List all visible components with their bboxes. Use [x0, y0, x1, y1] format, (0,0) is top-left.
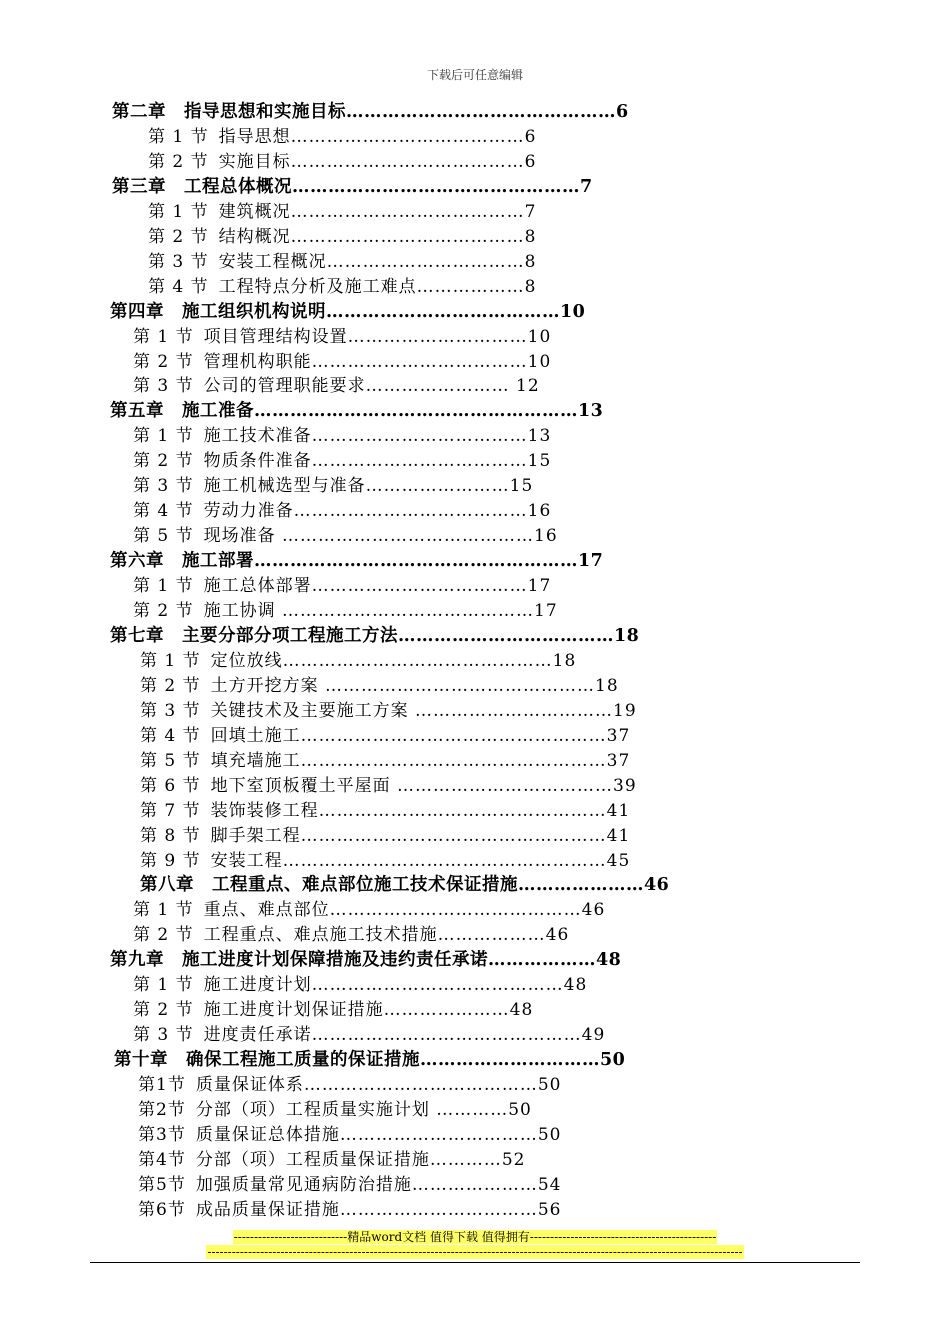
toc-num: 第 1 节 — [133, 576, 194, 597]
toc-num: 第 1 节 — [148, 201, 209, 222]
toc-section-row — [133, 325, 551, 349]
toc-section-row — [140, 799, 630, 823]
toc-num: 第 1 节 — [133, 900, 194, 921]
toc-title: 施工协调 — [203, 601, 276, 621]
toc-leader: …………………54 — [411, 1174, 562, 1195]
toc-num: 第 2 节 — [133, 1000, 194, 1021]
toc-leader: …………………………………8 — [290, 226, 537, 247]
toc-section-row — [133, 973, 587, 997]
toc-title: 工程重点、难点施工技术措施 — [203, 925, 438, 946]
toc-title: 分部（项）工程质量保证措施 — [195, 1149, 430, 1170]
toc-num: 第六章 — [110, 551, 164, 572]
toc-section-row — [140, 824, 630, 848]
toc-section-row — [133, 574, 551, 598]
toc-num: 第 1 节 — [140, 650, 201, 671]
toc-section-row — [140, 749, 630, 773]
toc-title: 安装工程概况 — [218, 251, 327, 272]
toc-num: 第4节 — [138, 1149, 186, 1170]
toc-title: 管理机构职能 — [203, 351, 312, 372]
toc-title: 公司的管理职能要求 — [203, 376, 366, 397]
toc-title: 地下室顶板覆土平屋面 — [210, 775, 391, 796]
toc-leader: ……………………………50 — [339, 1124, 562, 1145]
toc-title: 质量保证体系 — [195, 1075, 304, 1096]
toc-leader: ………………………………………6 — [346, 102, 629, 122]
toc-num: 第 2 节 — [133, 601, 194, 621]
toc-section-row — [138, 1173, 561, 1197]
toc-section-row — [133, 474, 533, 498]
toc-num: 第 3 节 — [140, 700, 201, 721]
toc-section-row — [148, 125, 536, 149]
toc-title: 分部（项）工程质量实施计划 — [195, 1100, 430, 1120]
toc-title: 施工进度计划保障措施及违约责任承诺 — [182, 950, 488, 971]
toc-num: 第 3 节 — [133, 1025, 194, 1046]
toc-section-row — [138, 1123, 561, 1147]
footer-dashes: ------------------------------------------------------------------------------------------------------------------------------------ — [207, 1245, 743, 1259]
toc-num: 第 5 节 — [140, 750, 201, 771]
toc-section-row — [148, 150, 536, 174]
toc-title: 主要分部分项工程施工方法 — [182, 625, 398, 646]
toc-section-row — [138, 1073, 561, 1097]
toc-title: 填充墙施工 — [210, 750, 301, 771]
toc-leader: ……………………………………………37 — [300, 725, 631, 746]
toc-leader: ………………………………………………13 — [254, 401, 604, 422]
toc-num: 第二章 — [112, 102, 166, 122]
toc-leader: ………………………………39 — [390, 775, 637, 796]
toc-leader: ………………………………13 — [311, 426, 552, 447]
toc-num: 第 4 节 — [140, 725, 201, 746]
toc-title: 成品质量保证措施 — [195, 1199, 340, 1220]
toc-leader: …………………………50 — [420, 1050, 626, 1071]
toc-section-row — [133, 424, 551, 448]
toc-leader: …………………………………6 — [290, 151, 537, 172]
toc-section-row — [138, 1148, 525, 1172]
toc-section-row — [148, 275, 536, 299]
toc-leader: …………………………………6 — [290, 126, 537, 147]
toc-section-row — [138, 1098, 532, 1122]
toc-title: 施工部署 — [182, 551, 254, 572]
toc-leader: ……………………………………………41 — [300, 825, 631, 846]
toc-num: 第 1 节 — [133, 326, 194, 347]
toc-title: 建筑概况 — [218, 201, 291, 222]
toc-leader: ……………………………………48 — [311, 975, 588, 996]
toc-section-row — [140, 699, 637, 723]
toc-leader: ……………………………………16 — [275, 526, 558, 547]
toc-section-row — [148, 200, 536, 224]
toc-leader: …………………………………16 — [293, 501, 552, 522]
toc-title: 装饰装修工程 — [210, 800, 319, 821]
toc-num: 第 8 节 — [140, 825, 201, 846]
toc-title: 脚手架工程 — [210, 825, 301, 846]
toc-num: 第五章 — [110, 401, 164, 422]
toc-leader: …………………………………10 — [326, 301, 586, 322]
toc-num: 第 3 节 — [133, 376, 194, 397]
toc-leader: ………………46 — [437, 925, 570, 946]
toc-section-row — [133, 998, 533, 1022]
toc-num: 第5节 — [138, 1174, 186, 1195]
toc-title: 物质条件准备 — [203, 451, 312, 472]
toc-leader: ………………………………………………45 — [282, 850, 631, 871]
toc-num: 第 2 节 — [133, 451, 194, 472]
toc-title: 劳动力准备 — [203, 501, 294, 522]
toc-section-row — [140, 674, 619, 698]
toc-leader: ………………8 — [416, 276, 537, 297]
toc-num: 第6节 — [138, 1199, 186, 1220]
toc-leader: ………………………………………………17 — [254, 551, 604, 572]
toc-num: 第 2 节 — [133, 351, 194, 372]
toc-title: 关键技术及主要施工方案 — [210, 700, 409, 721]
toc-section-row — [133, 923, 569, 947]
toc-num: 第 2 节 — [140, 675, 201, 696]
toc-leader: …………………46 — [518, 875, 670, 896]
toc-num: 第 7 节 — [140, 800, 201, 821]
header-note: 下载后可任意编辑 — [426, 68, 523, 82]
toc-title: 施工技术准备 — [203, 426, 312, 447]
toc-title: 土方开挖方案 — [210, 675, 319, 696]
toc-title: 工程总体概况 — [184, 176, 292, 197]
toc-num: 第 2 节 — [148, 226, 209, 247]
toc-leader: ………………………………10 — [311, 351, 552, 372]
footer-line-2 — [0, 1245, 950, 1259]
toc-num: 第 1 节 — [133, 975, 194, 996]
toc-leader: …………………………………50 — [303, 1075, 562, 1096]
toc-title: 施工总体部署 — [203, 576, 312, 597]
toc-section-row — [133, 599, 558, 623]
toc-section-row — [140, 649, 576, 673]
toc-chapter-row — [112, 175, 593, 199]
toc-leader: …………………………………7 — [290, 201, 537, 222]
toc-num: 第 6 节 — [140, 775, 201, 796]
toc-chapter-row — [110, 624, 639, 648]
toc-num: 第十章 — [114, 1050, 168, 1071]
toc-title: 实施目标 — [218, 151, 291, 172]
toc-leader: …………………… 12 — [365, 376, 540, 397]
toc-chapter-row — [112, 100, 629, 124]
toc-leader: …………………………………………7 — [292, 176, 593, 197]
toc-leader: ……………………………19 — [408, 700, 637, 721]
toc-leader: …………50 — [429, 1100, 532, 1120]
toc-num: 第九章 — [110, 950, 164, 971]
toc-num: 第 1 节 — [133, 426, 194, 447]
toc-section-row — [148, 250, 536, 274]
toc-title: 现场准备 — [203, 526, 276, 547]
toc-num: 第 3 节 — [148, 251, 209, 272]
toc-section-row — [133, 898, 605, 922]
toc-section-row — [133, 499, 551, 523]
toc-title: 施工准备 — [182, 401, 254, 422]
toc-title: 进度责任承诺 — [203, 1025, 312, 1046]
footer-text: ----------------------------精品word文档 值得下载 值得拥有---------------------------------------------- — [233, 1230, 717, 1244]
toc-leader: ………………………………………18 — [318, 675, 619, 696]
toc-leader: ………………………………………49 — [311, 1025, 606, 1046]
toc-section-row — [138, 1198, 561, 1222]
toc-title: 施工进度计划保证措施 — [203, 1000, 384, 1021]
toc-leader: ………………………………17 — [311, 576, 552, 597]
toc-num: 第3节 — [138, 1124, 186, 1145]
toc-num: 第 2 节 — [133, 925, 194, 946]
toc-num: 第 3 节 — [133, 476, 194, 497]
toc-num: 第 4 节 — [148, 276, 209, 297]
toc-title: 质量保证总体措施 — [195, 1124, 340, 1145]
toc-num: 第七章 — [110, 625, 164, 646]
toc-title: 确保工程施工质量的保证措施 — [186, 1050, 420, 1071]
toc-title: 定位放线 — [210, 650, 283, 671]
toc-section-row — [148, 225, 536, 249]
toc-num: 第 4 节 — [133, 501, 194, 522]
toc-leader: ……………………………56 — [339, 1199, 562, 1220]
toc-num: 第 5 节 — [133, 526, 194, 547]
toc-title: 结构概况 — [218, 226, 291, 247]
toc-chapter-row — [114, 1048, 625, 1072]
toc-leader: ……………………………………46 — [329, 900, 606, 921]
toc-section-row — [140, 724, 630, 748]
toc-leader: ………………………………18 — [398, 625, 640, 646]
toc-leader: ………………48 — [488, 950, 622, 971]
toc-leader: ……………………………………17 — [275, 601, 558, 621]
toc-title: 工程重点、难点部位施工技术保证措施 — [212, 875, 518, 896]
toc-num: 第八章 — [140, 875, 194, 896]
toc-section-row — [140, 849, 630, 873]
toc-chapter-row — [110, 399, 603, 423]
toc-section-row — [133, 449, 551, 473]
toc-section-row — [133, 1023, 605, 1047]
toc-leader: ……………………………………………37 — [300, 750, 631, 771]
toc-title: 指导思想和实施目标 — [184, 102, 346, 122]
toc-leader: …………………………10 — [347, 326, 552, 347]
toc-leader: …………52 — [429, 1149, 526, 1170]
toc-num: 第 1 节 — [148, 126, 209, 147]
toc-leader: ……………………15 — [365, 476, 534, 497]
toc-chapter-row — [110, 948, 621, 972]
toc-leader: ………………………………………18 — [282, 650, 577, 671]
toc-title: 重点、难点部位 — [203, 900, 330, 921]
toc-section-row — [133, 374, 540, 398]
footer-rule — [90, 1262, 860, 1263]
toc-leader: ………………………………15 — [311, 451, 552, 472]
toc-title: 指导思想 — [218, 126, 291, 147]
toc-num: 第 2 节 — [148, 151, 209, 172]
toc-leader: ……………………………8 — [326, 251, 537, 272]
toc-title: 加强质量常见通病防治措施 — [195, 1174, 412, 1195]
toc-chapter-row — [140, 873, 669, 897]
toc-title: 工程特点分析及施工难点 — [218, 276, 417, 297]
toc-title: 施工组织机构说明 — [182, 301, 326, 322]
footer-line — [0, 1230, 950, 1244]
toc-title: 安装工程 — [210, 850, 283, 871]
toc-section-row — [133, 524, 558, 548]
toc-title: 施工机械选型与准备 — [203, 476, 366, 497]
toc-num: 第四章 — [110, 301, 164, 322]
toc-title: 回填土施工 — [210, 725, 301, 746]
toc-section-row — [140, 774, 637, 798]
toc-num: 第2节 — [138, 1100, 186, 1120]
toc-leader: …………………………………………41 — [318, 800, 631, 821]
toc-num: 第三章 — [112, 176, 166, 197]
toc-leader: …………………48 — [383, 1000, 534, 1021]
toc-title: 项目管理结构设置 — [203, 326, 348, 347]
toc-title: 施工进度计划 — [203, 975, 312, 996]
toc-num: 第 9 节 — [140, 850, 201, 871]
toc-section-row — [133, 350, 551, 374]
toc-num: 第1节 — [138, 1075, 186, 1096]
toc-chapter-row — [110, 300, 585, 324]
toc-chapter-row — [110, 549, 603, 573]
